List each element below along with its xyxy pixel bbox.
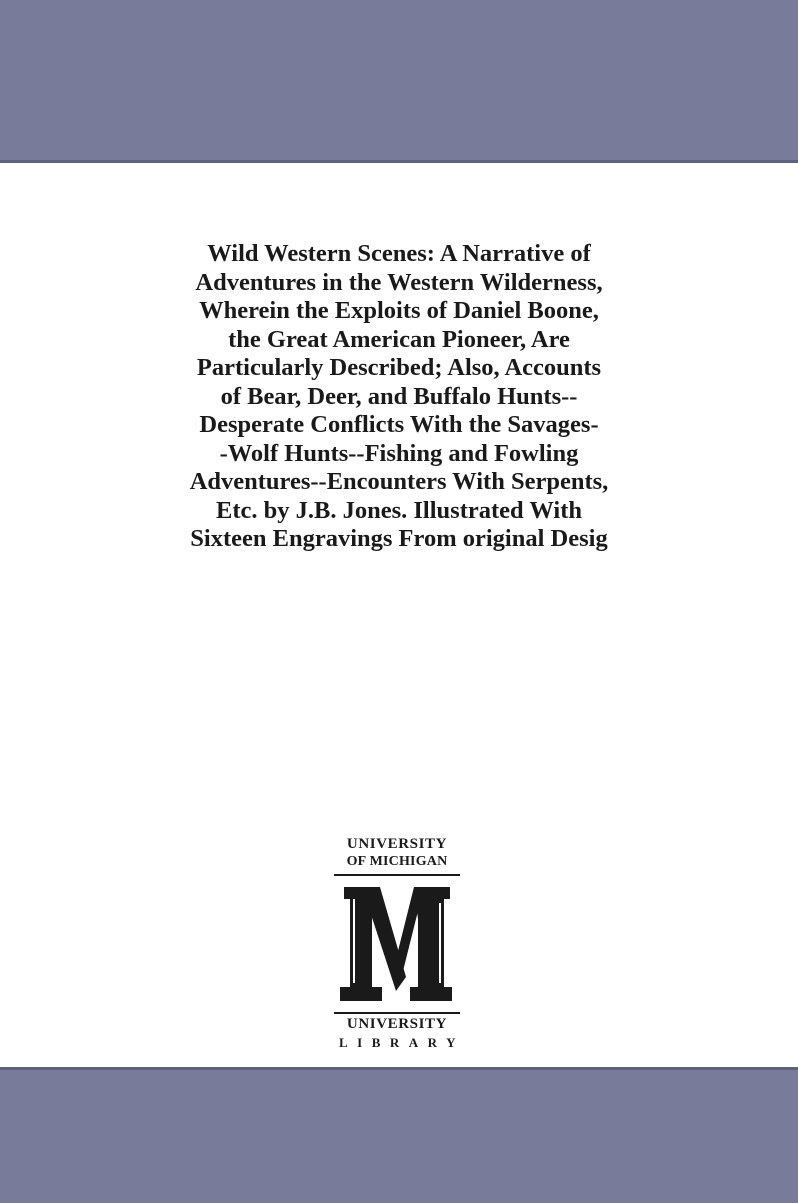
logo-university-text-2: UNIVERSITY — [346, 1016, 448, 1032]
block-m-icon — [340, 879, 454, 1007]
logo-michigan-text: OF MICHIGAN — [346, 854, 448, 869]
logo-bottom-rule — [334, 1012, 460, 1014]
bottom-color-band — [0, 1067, 798, 1203]
title-line: -Wolf Hunts--Fishing and Fowling — [219, 439, 579, 467]
logo-university-text: UNIVERSITY — [346, 836, 448, 852]
title-line: of Bear, Deer, and Buffalo Hunts-- — [220, 382, 578, 410]
title-line: Wild Western Scenes: A Narrative of — [207, 240, 591, 267]
title-line: Desperate Conflicts With the Savages- — [199, 411, 599, 438]
title-line: Particularly Described; Also, Accounts — [196, 354, 602, 381]
logo-top-rule — [334, 874, 460, 876]
title-line: Etc. by J.B. Jones. Illustrated With — [216, 496, 582, 524]
logo-library-text: LIBRARY — [339, 1035, 465, 1050]
title-line: Sixteen Engravings From original Desig — [190, 525, 608, 552]
title-line: Wherein the Exploits of Daniel Boone, — [199, 297, 599, 324]
book-title — [0, 240, 798, 554]
title-line: Adventures--Encounters With Serpents, — [189, 468, 609, 495]
title-line: the Great American Pioneer, Are — [228, 325, 570, 353]
university-library-logo — [330, 836, 464, 1061]
title-line: Adventures in the Western Wilderness, — [195, 268, 603, 296]
top-color-band — [0, 0, 798, 163]
